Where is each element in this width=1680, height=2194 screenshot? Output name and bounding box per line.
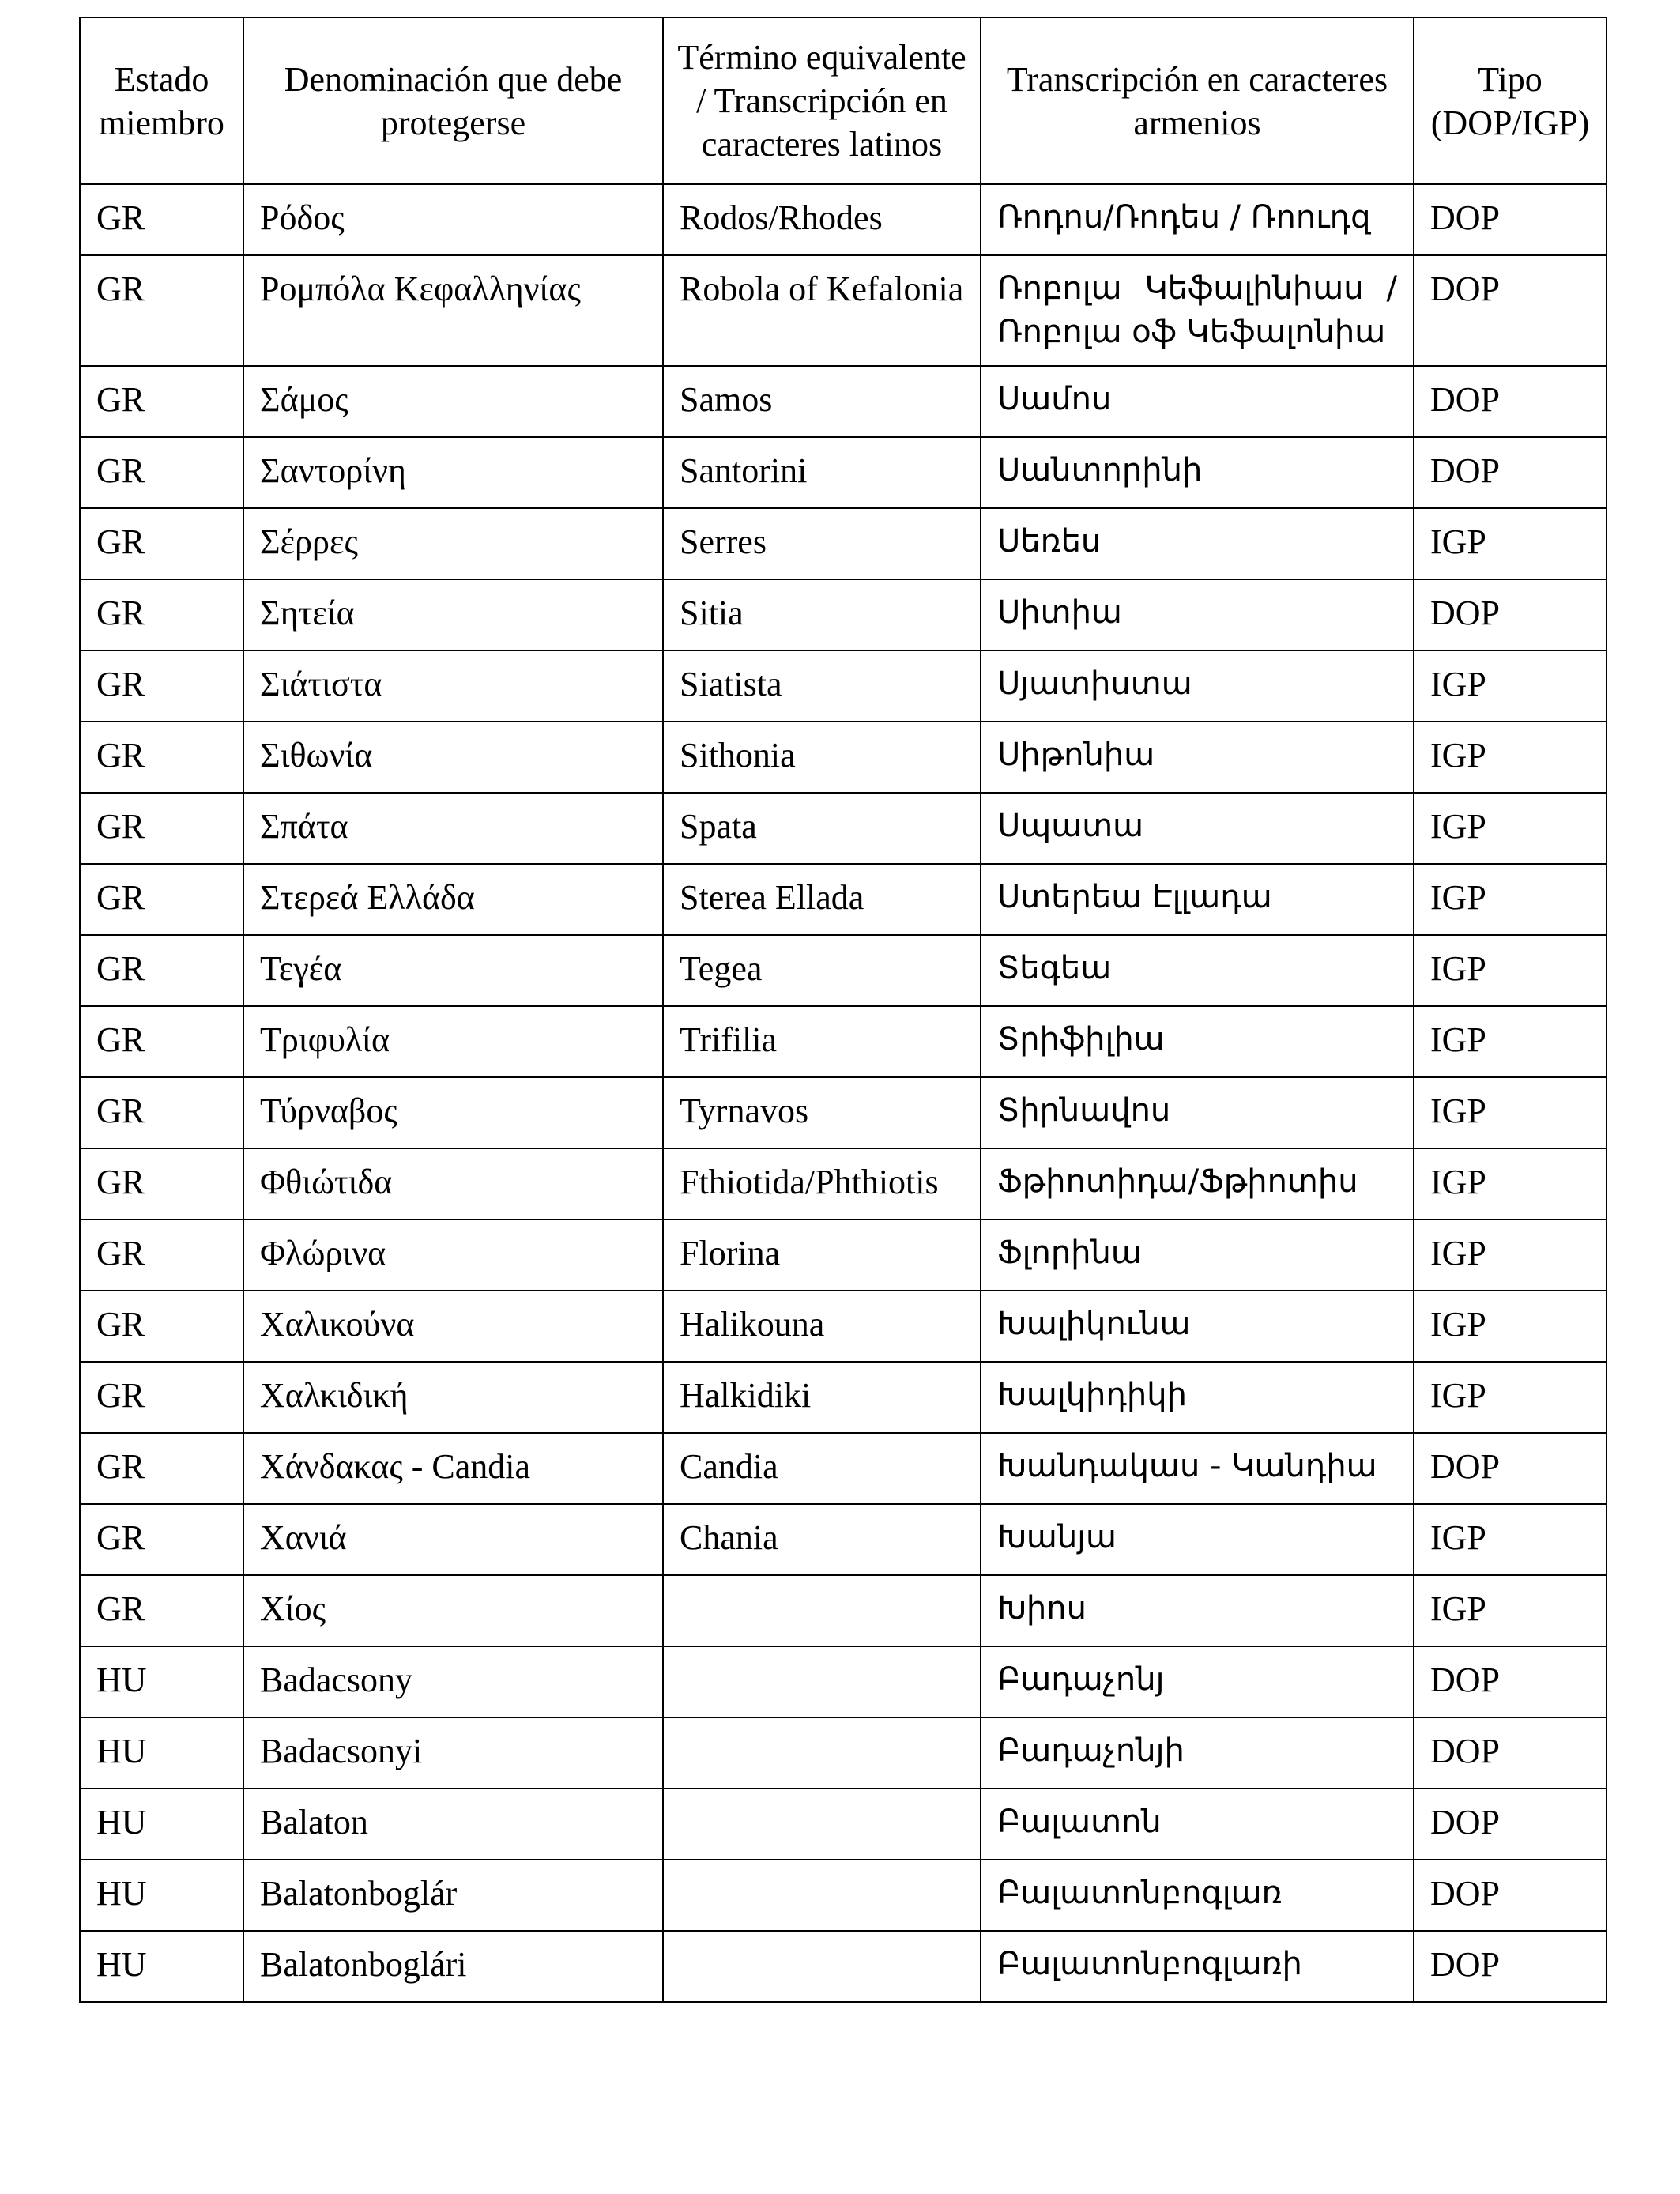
cell-tipo: IGP — [1414, 1362, 1607, 1433]
table-row — [80, 1860, 1607, 1931]
table-row — [80, 864, 1607, 935]
table-body — [80, 184, 1607, 2002]
cell-transcripcion-armenia: Բադաչոնյ — [981, 1646, 1414, 1717]
cell-denominacion: Χίος — [243, 1575, 663, 1646]
cell-denominacion: Σπάτα — [243, 793, 663, 864]
cell-estado-miembro: GR — [80, 366, 243, 437]
cell-transcripcion-armenia: Սամոս — [981, 366, 1414, 437]
cell-tipo: IGP — [1414, 1504, 1607, 1575]
cell-denominacion: Τύρναβος — [243, 1077, 663, 1148]
cell-tipo: IGP — [1414, 1148, 1607, 1220]
cell-tipo: DOP — [1414, 579, 1607, 650]
header-row — [80, 17, 1607, 184]
cell-estado-miembro: GR — [80, 935, 243, 1006]
table-row — [80, 1362, 1607, 1433]
cell-tipo: IGP — [1414, 1006, 1607, 1077]
cell-estado-miembro: HU — [80, 1646, 243, 1717]
cell-estado-miembro: HU — [80, 1931, 243, 2002]
cell-transcripcion-armenia: Խանդակաս - Կանդիա — [981, 1433, 1414, 1504]
cell-denominacion: Φλώρινα — [243, 1220, 663, 1291]
table-row — [80, 1646, 1607, 1717]
header-transcripcion-armenia: Transcripción en caracteres armenios — [981, 17, 1414, 184]
cell-tipo: DOP — [1414, 1433, 1607, 1504]
cell-denominacion: Χανιά — [243, 1504, 663, 1575]
cell-transcripcion-armenia: Խանյա — [981, 1504, 1414, 1575]
cell-tipo: IGP — [1414, 935, 1607, 1006]
cell-denominacion: Σάμος — [243, 366, 663, 437]
table-row — [80, 935, 1607, 1006]
cell-denominacion: Στερεά Ελλάδα — [243, 864, 663, 935]
cell-termino-latino: Tegea — [663, 935, 981, 1006]
table-row — [80, 255, 1607, 366]
header-termino-equivalente: Término equivalente / Transcripción en caracteres latinos — [663, 17, 981, 184]
cell-tipo: DOP — [1414, 1717, 1607, 1789]
cell-estado-miembro: GR — [80, 1291, 243, 1362]
cell-denominacion: Ρομπόλα Κεφαλληνίας — [243, 255, 663, 366]
cell-tipo: DOP — [1414, 437, 1607, 508]
cell-denominacion: Σέρρες — [243, 508, 663, 579]
cell-termino-latino: Sitia — [663, 579, 981, 650]
cell-denominacion: Χαλκιδική — [243, 1362, 663, 1433]
cell-denominacion: Τεγέα — [243, 935, 663, 1006]
cell-estado-miembro: GR — [80, 793, 243, 864]
table-row — [80, 1220, 1607, 1291]
table-row — [80, 1006, 1607, 1077]
cell-termino-latino: Siatista — [663, 650, 981, 722]
cell-transcripcion-armenia: Տրիֆիլիա — [981, 1006, 1414, 1077]
cell-transcripcion-armenia: Սիտիա — [981, 579, 1414, 650]
cell-tipo: IGP — [1414, 793, 1607, 864]
cell-estado-miembro: GR — [80, 508, 243, 579]
cell-denominacion: Χάνδακας - Candia — [243, 1433, 663, 1504]
cell-termino-latino: Halkidiki — [663, 1362, 981, 1433]
table-row — [80, 366, 1607, 437]
table-row — [80, 1077, 1607, 1148]
cell-denominacion: Τριφυλία — [243, 1006, 663, 1077]
cell-denominacion: Σιάτιστα — [243, 650, 663, 722]
table-row — [80, 650, 1607, 722]
cell-denominacion: Σιθωνία — [243, 722, 663, 793]
cell-estado-miembro: GR — [80, 437, 243, 508]
cell-termino-latino: Tyrnavos — [663, 1077, 981, 1148]
cell-termino-latino — [663, 1717, 981, 1789]
cell-estado-miembro: GR — [80, 1362, 243, 1433]
cell-denominacion: Balaton — [243, 1789, 663, 1860]
cell-transcripcion-armenia: Սիթոնիա — [981, 722, 1414, 793]
cell-estado-miembro: GR — [80, 864, 243, 935]
cell-estado-miembro: GR — [80, 650, 243, 722]
cell-termino-latino: Robola of Kefalonia — [663, 255, 981, 366]
cell-estado-miembro: GR — [80, 1433, 243, 1504]
cell-termino-latino: Samos — [663, 366, 981, 437]
table-row — [80, 1575, 1607, 1646]
cell-transcripcion-armenia: Խալիկունա — [981, 1291, 1414, 1362]
table-row — [80, 722, 1607, 793]
cell-termino-latino: Spata — [663, 793, 981, 864]
cell-estado-miembro: GR — [80, 1148, 243, 1220]
cell-estado-miembro: HU — [80, 1789, 243, 1860]
cell-tipo: IGP — [1414, 650, 1607, 722]
table-row — [80, 1291, 1607, 1362]
cell-estado-miembro: HU — [80, 1860, 243, 1931]
cell-transcripcion-armenia: Բադաչոնյի — [981, 1717, 1414, 1789]
cell-denominacion: Balatonboglár — [243, 1860, 663, 1931]
cell-transcripcion-armenia: Ռոբոլա Կեֆալինիաս / Ռոբոլա օֆ Կեֆալոնիա — [981, 255, 1414, 366]
cell-termino-latino — [663, 1575, 981, 1646]
cell-transcripcion-armenia: Խալկիդիկի — [981, 1362, 1414, 1433]
cell-transcripcion-armenia: Տեգեա — [981, 935, 1414, 1006]
cell-estado-miembro: GR — [80, 579, 243, 650]
cell-tipo: IGP — [1414, 1220, 1607, 1291]
cell-estado-miembro: HU — [80, 1717, 243, 1789]
denominations-table — [79, 17, 1607, 2003]
cell-estado-miembro: GR — [80, 1077, 243, 1148]
cell-tipo: DOP — [1414, 1646, 1607, 1717]
cell-tipo: DOP — [1414, 366, 1607, 437]
table-row — [80, 437, 1607, 508]
table-row — [80, 793, 1607, 864]
cell-estado-miembro: GR — [80, 1504, 243, 1575]
cell-transcripcion-armenia: Սանտորինի — [981, 437, 1414, 508]
table-row — [80, 1504, 1607, 1575]
cell-tipo: DOP — [1414, 184, 1607, 255]
table-row — [80, 579, 1607, 650]
cell-transcripcion-armenia: Բալատոնբոգլառի — [981, 1931, 1414, 2002]
cell-denominacion: Σαντορίνη — [243, 437, 663, 508]
cell-termino-latino: Candia — [663, 1433, 981, 1504]
cell-transcripcion-armenia: Ֆլորինա — [981, 1220, 1414, 1291]
cell-transcripcion-armenia: Սյատիստա — [981, 650, 1414, 722]
cell-denominacion: Badacsonyi — [243, 1717, 663, 1789]
cell-termino-latino — [663, 1789, 981, 1860]
table-row — [80, 1148, 1607, 1220]
cell-transcripcion-armenia: Տիրնավոս — [981, 1077, 1414, 1148]
cell-transcripcion-armenia: Ռոդոս/Ռոդես / Ռոուդզ — [981, 184, 1414, 255]
cell-denominacion: Χαλικούνα — [243, 1291, 663, 1362]
cell-termino-latino: Chania — [663, 1504, 981, 1575]
cell-estado-miembro: GR — [80, 184, 243, 255]
cell-termino-latino: Serres — [663, 508, 981, 579]
cell-transcripcion-armenia: Սպատա — [981, 793, 1414, 864]
cell-tipo: IGP — [1414, 1575, 1607, 1646]
cell-estado-miembro: GR — [80, 1575, 243, 1646]
cell-termino-latino: Sithonia — [663, 722, 981, 793]
cell-tipo: IGP — [1414, 722, 1607, 793]
cell-estado-miembro: GR — [80, 1006, 243, 1077]
table-row — [80, 1789, 1607, 1860]
cell-termino-latino — [663, 1646, 981, 1717]
cell-termino-latino: Fthiotida/Phthiotis — [663, 1148, 981, 1220]
cell-transcripcion-armenia: Ֆթիոտիդա/Ֆթիոտիս — [981, 1148, 1414, 1220]
cell-tipo: IGP — [1414, 1077, 1607, 1148]
header-tipo: Tipo (DOP/IGP) — [1414, 17, 1607, 184]
cell-termino-latino: Sterea Ellada — [663, 864, 981, 935]
cell-tipo: DOP — [1414, 1860, 1607, 1931]
cell-tipo: IGP — [1414, 1291, 1607, 1362]
cell-tipo: DOP — [1414, 255, 1607, 366]
cell-termino-latino: Rodos/Rhodes — [663, 184, 981, 255]
table-row — [80, 184, 1607, 255]
cell-transcripcion-armenia: Բալատոն — [981, 1789, 1414, 1860]
cell-denominacion: Balatonboglári — [243, 1931, 663, 2002]
cell-termino-latino: Halikouna — [663, 1291, 981, 1362]
cell-termino-latino — [663, 1860, 981, 1931]
cell-termino-latino: Florina — [663, 1220, 981, 1291]
header-denominacion: Denominación que debe protegerse — [243, 17, 663, 184]
cell-transcripcion-armenia: Բալատոնբոգլառ — [981, 1860, 1414, 1931]
cell-transcripcion-armenia: Խիոս — [981, 1575, 1414, 1646]
table-row — [80, 1433, 1607, 1504]
cell-tipo: DOP — [1414, 1931, 1607, 2002]
cell-estado-miembro: GR — [80, 722, 243, 793]
cell-tipo: IGP — [1414, 864, 1607, 935]
cell-denominacion: Φθιώτιδα — [243, 1148, 663, 1220]
cell-denominacion: Σητεία — [243, 579, 663, 650]
cell-tipo: IGP — [1414, 508, 1607, 579]
table-row — [80, 1931, 1607, 2002]
cell-denominacion: Badacsony — [243, 1646, 663, 1717]
cell-transcripcion-armenia: Սեռես — [981, 508, 1414, 579]
cell-termino-latino: Trifilia — [663, 1006, 981, 1077]
cell-tipo: DOP — [1414, 1789, 1607, 1860]
cell-estado-miembro: GR — [80, 1220, 243, 1291]
table-row — [80, 508, 1607, 579]
table-row — [80, 1717, 1607, 1789]
cell-transcripcion-armenia: Ստերեա Էլլադա — [981, 864, 1414, 935]
cell-estado-miembro: GR — [80, 255, 243, 366]
cell-termino-latino: Santorini — [663, 437, 981, 508]
cell-denominacion: Ρόδος — [243, 184, 663, 255]
header-estado-miembro: Estado miembro — [80, 17, 243, 184]
cell-termino-latino — [663, 1931, 981, 2002]
